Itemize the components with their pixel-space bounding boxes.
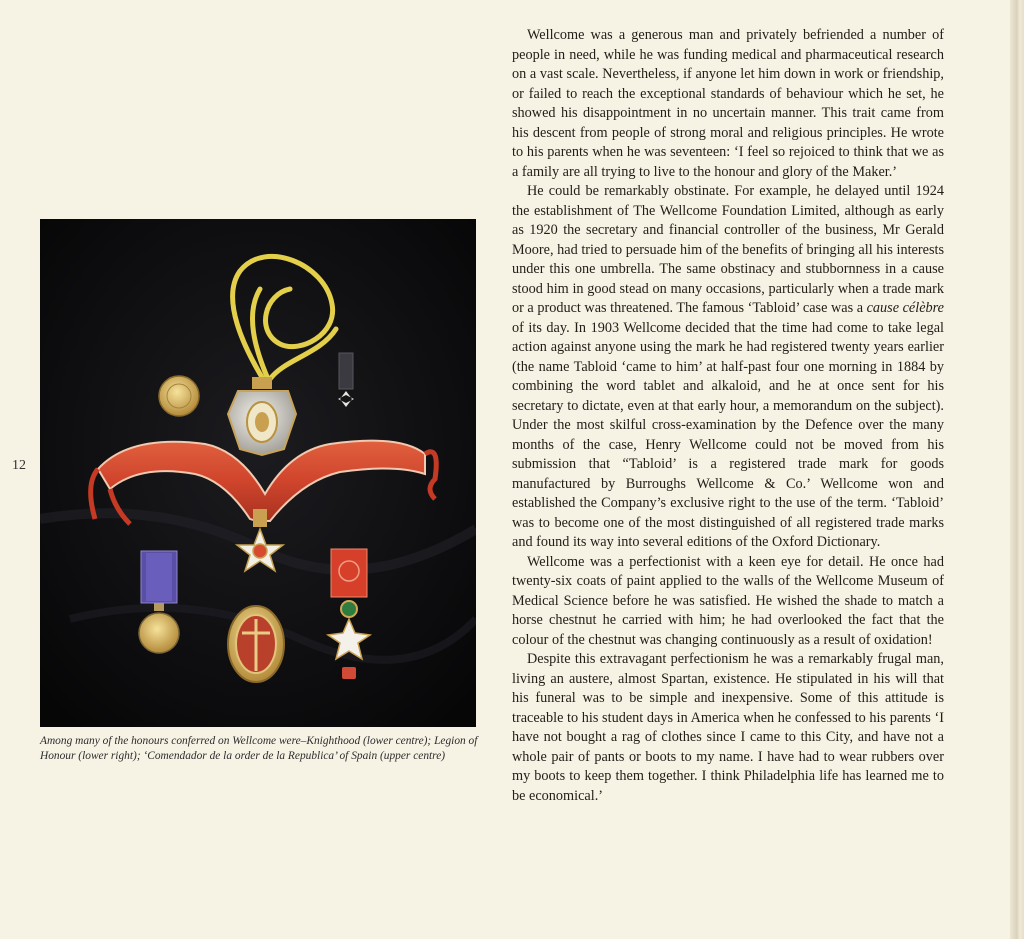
paragraph-frugal: Despite this extravagant perfectionism he was a remarkably frugal man, living an austere, almost Spartan, existence. He stipulated in his will that his funeral was to be simple and inexpensive. Some of this attitude is traceable to his student days in America when he confessed to his parents ‘I have not bought a rag of clothes since I came to this City, and have not a whole pair of pants or boots to my name. I have had to wear rubbers over my boots to keep them together. I think Philadelphia life has learned me to be economical.’ — [512, 651, 944, 804]
photo-caption: Among many of the honours conferred on Wellcome were–Knighthood (lower centre); Legion of Honour (lower right); ‘Comendador de la order de la Republica’ of Spain (upper centre) — [40, 735, 478, 762]
medals-photograph — [40, 219, 476, 727]
gold-medallion — [159, 376, 199, 416]
knighthood-badge — [228, 606, 284, 682]
blue-ribbon-medal — [139, 551, 179, 653]
cause-celebre-phrase: cause célèbre — [866, 300, 945, 316]
paragraph-generosity: Wellcome was a generous man and privately befriended a number of people in need, while he was funding medical and pharmaceutical research on a vast scale. Nevertheless, if anyone let him down in work or friendship, or failed to reach the exceptional standards of behaviour which he set, he showed his disappointment in no uncertain manner. This trait came from his descent from people of strong moral and religious principles. He wrote to his parents when he was seventeen: ‘I feel so rejoiced to think that we as a family are all trying to live to the honour and glory of the Maker.’ — [512, 27, 944, 180]
article-body — [512, 26, 944, 806]
page-edge — [1010, 0, 1024, 939]
paragraph-obstinacy-part-2: of its day. In 1903 Wellcome decided that the time had come to take legal action against anyone using the mark he had registered twenty years earlier (the name Tabloid ‘came to him’ at half-past four one morning in 1884 by combining the word tablet and alkaloid, and he at once sent for his secretary to dictate, even at that early hour, a memorandum on the subject). Under the most skilful cross-examination by the Defence over the many months of the case, Henry Wellcome could not be moved from his submission that “Tabloid’ is a registered trade mark for goods manufactured by Burroughs Wellcome & Co.’ Wellcome won and established the Company’s exclusive right to the use of the term. ‘Tabloid’ was to become one of the most distinguished of all registered trade marks and found its way into several editions of the Oxford Dictionary. — [512, 319, 944, 550]
paragraph-obstinacy — [512, 182, 944, 553]
paragraph-obstinacy-part-1: He could be remarkably obstinate. For example, he delayed until 1924 the establishment of The Wellcome Foundation Limited, although as early as 1920 the secretary and financial controller of the business, Mr Gerald Moore, had tried to persuade him of the benefits of bringing all his interests under this one umbrella. The same obstinacy and stubbornness in a cause stood him in good stead on many occasions, particularly when a trade mark or a product was threatened. The famous ‘Tabloid’ case was a — [512, 183, 944, 316]
page-number: 12 — [12, 458, 26, 473]
paragraph-perfectionist: Wellcome was a perfectionist with a keen eye for detail. He once had twenty-six coats of paint applied to the walls of the Wellcome Museum of Medical Science before he was satisfied. He wished the shade to match a horse chestnut he carried with him; he had overlooked the fact that the colour of the chestnut was changing continuously as a result of oxidation! — [512, 553, 944, 648]
